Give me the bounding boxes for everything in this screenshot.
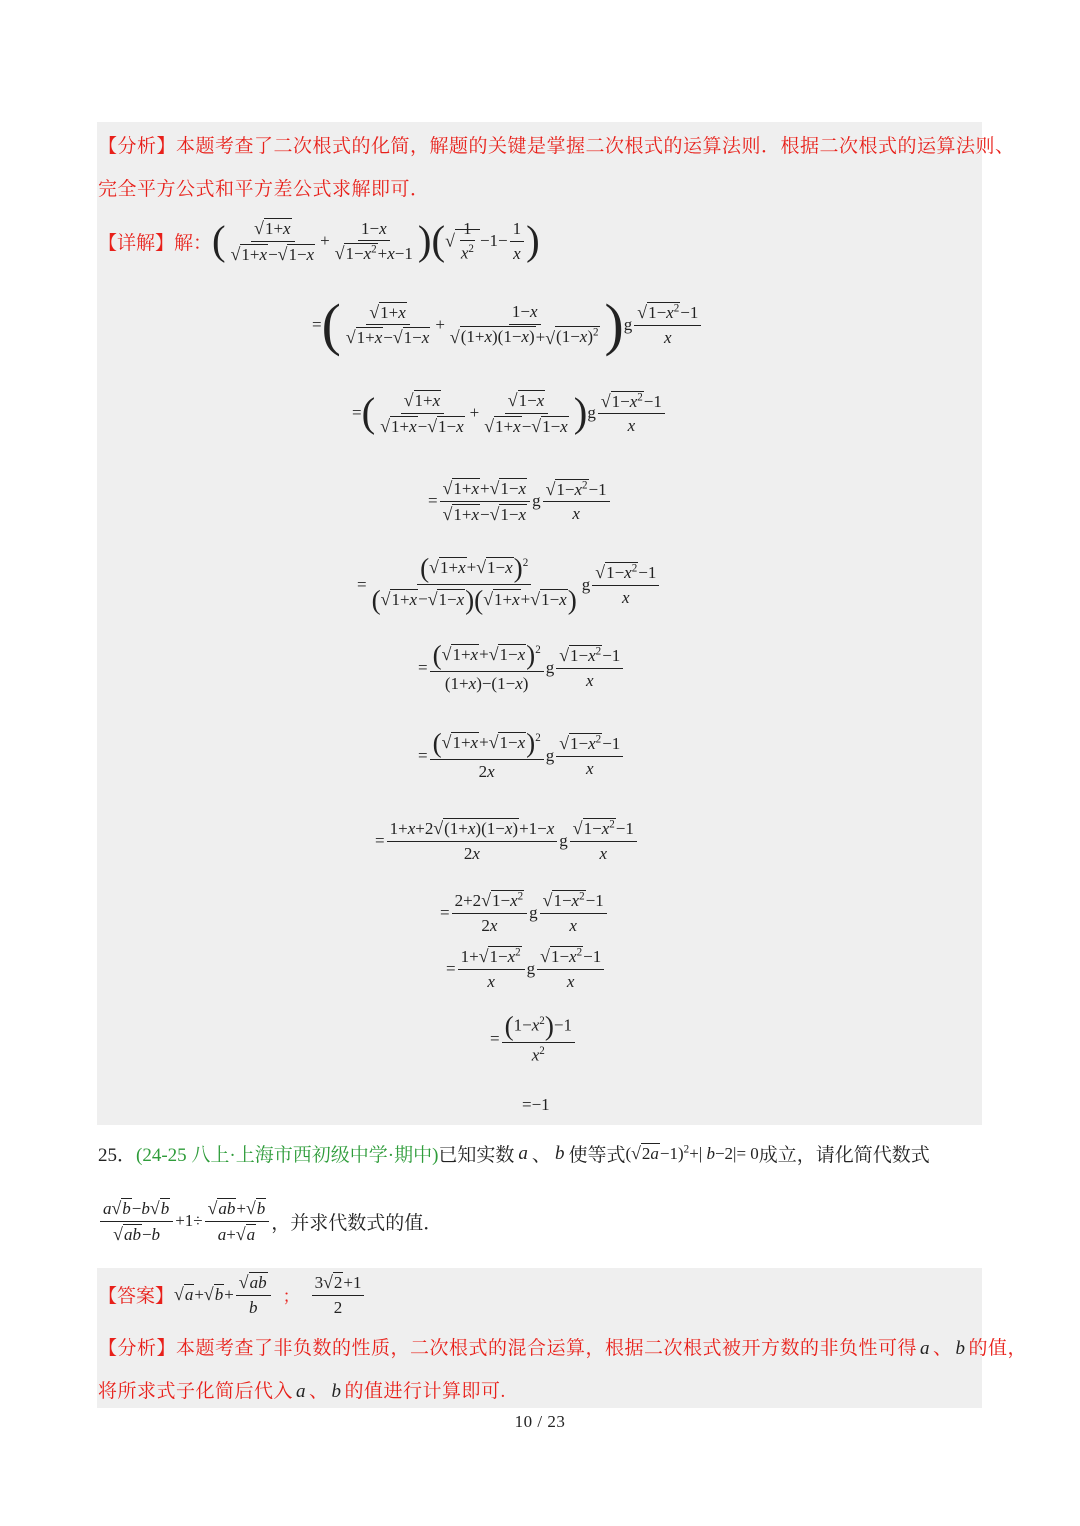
var-a: a [920,1338,931,1359]
detail-prefix: 解： [174,232,213,254]
question-text-b: 使等式 [568,1145,626,1166]
math-step-8: = $\frac{2+2√1-x^2}{2x}$ g $\frac{√1-x^2-1}{x}$ [440,890,609,935]
math-final-step [522,1095,550,1115]
math-step-6: = $\frac{(√1+x+√1-x)^2}{2x}$ g $\frac{√1-x^2-1}{x}$ [418,730,625,782]
analysis2-text-2b: 的值进行计算即可. [344,1381,506,1402]
question-text-d: ，并求代数式的值． [271,1212,443,1234]
analysis-text-2: 完全平方公式和平方差公式求解即可． [98,179,430,200]
math-step-7: = $\frac{1+x+2√(1+x)(1-x)+1-x}{2x}$ g $\frac{√1-x^2-1}{x}$ [375,818,639,863]
var-a: a [518,1142,528,1164]
var-b: b [554,1142,565,1164]
var-b: b [331,1381,342,1402]
analysis2-text-1a: 本题考查了非负数的性质，二次根式的混合运算，根据二次根式被开方数的非负性可得 [176,1338,918,1359]
math-step-5: = $\frac{(√1+x+√1-x)^2}{(1+x)-(1-x)}$ g $\frac{√1-x^2-1}{x}$ [418,642,625,694]
math-paren: ( [212,217,226,263]
math-step-3: = $\frac{√1+x+√1-x}{√1+x-√1-x}$ g $\frac{√1-x^2-1}{x}$ [428,478,612,524]
math-step-4: = $\frac{(√1+x+√1-x)^2}{(√1+x-√1-x)(√1+x+√1-x)}$ g $\frac{√1-x^2-1}{x}$ [357,555,661,614]
question-25-line-2: $\frac{a√b-b√b}{√ab-b}$ +1÷ $\frac{√ab+√b}{a+√a}$ ，并求代数式的值． [98,1198,442,1244]
analysis2-line-1 [98,1333,1027,1360]
analysis-tag: 【分析】 [98,136,177,157]
question-number: 25． [98,1145,137,1166]
separator: 、 [309,1381,329,1402]
question-text-c: 成立，请化简代数式 [758,1145,930,1166]
analysis-line-1 [98,131,1015,158]
math-step-10: = $\frac{(1-x^2)-1}{x^2}$ [490,1013,577,1065]
question-text-a: 已知实数 [438,1145,515,1166]
question-25-line-1 [98,1140,930,1167]
analysis2-tag: 【分析】 [98,1338,177,1359]
detail-tag: 【详解】 [98,232,175,254]
var-a: a [296,1381,307,1402]
answer-tag: 【答案】 [98,1286,175,1308]
analysis2-text-1b: 的值， [968,1338,1028,1359]
analysis-line-2 [98,174,430,201]
math-fraction: $\frac{1}{x}$ [510,219,525,263]
math-step-9: = $\frac{1+√1-x^2}{x}$ g $\frac{√1-x^2-1}{x}$ [446,946,606,991]
analysis2-text-2a: 将所求式子化简后代入 [98,1381,294,1402]
question-source: (24-25 八上·上海市西初级中学·期中) [136,1145,439,1166]
math-step-2: = ( $\frac{√1+x}{√1+x-√1-x}$ + $\frac{√1-x}{√1+x-√1-x}$ ) g $\frac{√1-x^2-1}{x}$ [352,390,667,436]
separator: 、 [933,1338,953,1359]
math-step-1: = ( $\frac{√1+x}{√1+x-√1-x}$ + $\frac{1-x}{√(1+x)(1-x)+√(1-x)^2}$ ) g $\frac{√1-x^2-1}{x}$ [312,296,703,354]
separator: 、 [531,1145,551,1166]
math-fraction: $\frac{1-x}{√1-x^2+x-1}$ [334,218,413,264]
detail-expression: 【详解】 解： ( $\frac{√1+x}{√1+x-√1-x}$ + $\frac{1-x}{√1-x^2+x-1}$ ) ( √ $\frac{1}{x^2}$ −1− $\frac{1}{x}$ ) [98,217,540,264]
analysis2-line-2 [98,1376,506,1403]
math-fraction: $\frac{√1+x}{√1+x-√1-x}$ [230,218,315,264]
analysis-text-1: 本题考查了二次根式的化简，解题的关键是掌握二次根式的运算法则．根据二次根式的运算法则、 [176,136,1015,157]
answer-separator: ； [282,1287,300,1307]
page-number: 10 / 23 [514,1412,566,1431]
var-b: b [955,1338,966,1359]
answer-line: 【答案】 √a + √b + $\frac{√ab}{b}$ ； $\frac{3√2+1}{2}$ [98,1272,366,1317]
final-result: =−1 [522,1095,550,1114]
condition-equation: $(√2a-1)^2+|$ b−2|= 0 [625,1143,759,1163]
